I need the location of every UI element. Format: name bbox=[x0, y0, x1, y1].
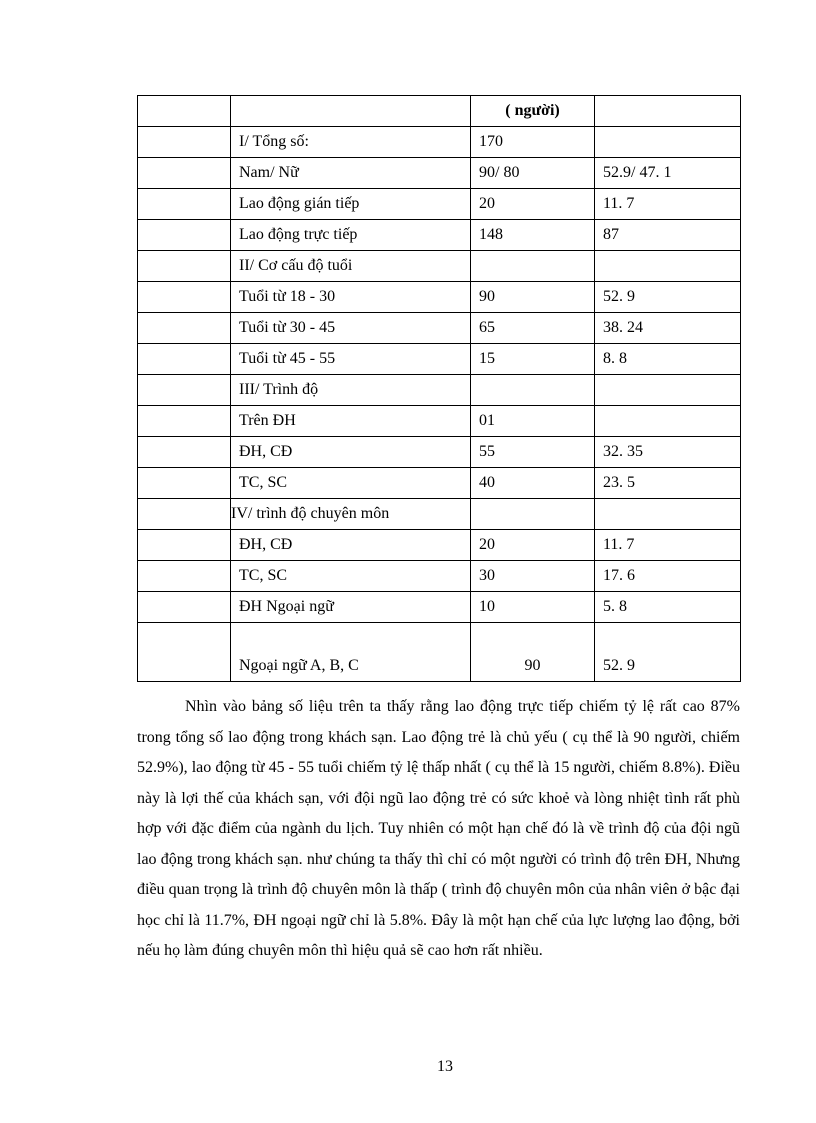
blank-cell bbox=[138, 313, 231, 344]
row-label: IV/ trình độ chuyên môn bbox=[231, 499, 471, 530]
row-count: 20 bbox=[471, 530, 595, 561]
table-row bbox=[138, 623, 741, 682]
row-label: ĐH Ngoại ngữ bbox=[231, 592, 471, 623]
table-row bbox=[138, 313, 741, 344]
table-row bbox=[138, 251, 741, 282]
blank-cell bbox=[138, 344, 231, 375]
row-count bbox=[471, 499, 595, 530]
row-percent bbox=[595, 251, 741, 282]
row-label: II/ Cơ cấu độ tuổi bbox=[231, 251, 471, 282]
blank-cell bbox=[138, 220, 231, 251]
row-label: ĐH, CĐ bbox=[231, 530, 471, 561]
row-label: III/ Trình độ bbox=[231, 375, 471, 406]
blank-cell bbox=[138, 499, 231, 530]
table-row bbox=[138, 282, 741, 313]
table-row bbox=[138, 127, 741, 158]
row-percent bbox=[595, 499, 741, 530]
row-count: 90/ 80 bbox=[471, 158, 595, 189]
table-row bbox=[138, 375, 741, 406]
row-percent bbox=[595, 375, 741, 406]
row-label: I/ Tổng số: bbox=[231, 127, 471, 158]
row-percent: 5. 8 bbox=[595, 592, 741, 623]
row-count: 40 bbox=[471, 468, 595, 499]
row-count: 148 bbox=[471, 220, 595, 251]
row-percent bbox=[595, 406, 741, 437]
blank-cell bbox=[138, 158, 231, 189]
row-percent bbox=[595, 127, 741, 158]
blank-cell bbox=[138, 623, 231, 682]
table-row bbox=[138, 530, 741, 561]
row-percent: 8. 8 bbox=[595, 344, 741, 375]
blank-cell bbox=[138, 375, 231, 406]
table-row bbox=[138, 592, 741, 623]
row-count: 170 bbox=[471, 127, 595, 158]
row-count: 10 bbox=[471, 592, 595, 623]
labor-statistics-table bbox=[137, 95, 741, 682]
row-count: 65 bbox=[471, 313, 595, 344]
row-count bbox=[471, 251, 595, 282]
row-label: Nam/ Nữ bbox=[231, 158, 471, 189]
row-count: 01 bbox=[471, 406, 595, 437]
row-label: Ngoại ngữ A, B, C bbox=[231, 623, 471, 682]
header-cell-unit: ( người) bbox=[471, 96, 595, 127]
table-body bbox=[138, 96, 741, 682]
row-percent: 38. 24 bbox=[595, 313, 741, 344]
row-percent: 87 bbox=[595, 220, 741, 251]
blank-cell bbox=[138, 282, 231, 313]
blank-cell bbox=[138, 530, 231, 561]
blank-cell bbox=[138, 406, 231, 437]
row-count: 90 bbox=[471, 282, 595, 313]
row-percent: 17. 6 bbox=[595, 561, 741, 592]
row-count: 20 bbox=[471, 189, 595, 220]
row-label: Tuổi từ 18 - 30 bbox=[231, 282, 471, 313]
table-row bbox=[138, 158, 741, 189]
row-percent: 52. 9 bbox=[595, 623, 741, 682]
table-row bbox=[138, 468, 741, 499]
header-cell-4 bbox=[595, 96, 741, 127]
row-label: Lao động gián tiếp bbox=[231, 189, 471, 220]
row-percent: 52. 9 bbox=[595, 282, 741, 313]
blank-cell bbox=[138, 592, 231, 623]
row-count: 55 bbox=[471, 437, 595, 468]
row-count: 30 bbox=[471, 561, 595, 592]
row-percent: 32. 35 bbox=[595, 437, 741, 468]
row-percent: 23. 5 bbox=[595, 468, 741, 499]
table-row bbox=[138, 189, 741, 220]
row-percent: 11. 7 bbox=[595, 530, 741, 561]
table-row bbox=[138, 437, 741, 468]
table-row bbox=[138, 220, 741, 251]
row-label: Tuổi từ 30 - 45 bbox=[231, 313, 471, 344]
page-number: 13 bbox=[437, 1058, 453, 1075]
row-label: TC, SC bbox=[231, 468, 471, 499]
blank-cell bbox=[138, 251, 231, 282]
blank-cell bbox=[138, 127, 231, 158]
table-row bbox=[138, 561, 741, 592]
row-label: ĐH, CĐ bbox=[231, 437, 471, 468]
row-label: Trên ĐH bbox=[231, 406, 471, 437]
blank-cell bbox=[138, 561, 231, 592]
header-cell-2 bbox=[231, 96, 471, 127]
row-count bbox=[471, 375, 595, 406]
table-header-row bbox=[138, 96, 741, 127]
row-percent: 52.9/ 47. 1 bbox=[595, 158, 741, 189]
table-row bbox=[138, 406, 741, 437]
blank-cell bbox=[138, 468, 231, 499]
analysis-paragraph: Nhìn vào bảng số liệu trên ta thấy rằng lao động trực tiếp chiếm tỷ lệ rất cao 87% trong tổng số lao động trong khách sạn. Lao động trẻ là chủ yếu ( cụ thể là 90 người, chiếm 52.9%), lao động từ 45 - 55 tuổi chiếm tỷ lệ thấp nhất ( cụ thể là 15 người, chiếm 8.8%). Điều này là lợi thế của khách sạn, với đội ngũ lao động trẻ có sức khoẻ và lòng nhiệt tình rất phù hợp với đặc điểm của ngành du lịch. Tuy nhiên có một hạn chế đó là về trình độ của đội ngũ lao động trong khách sạn. như chúng ta thấy thì chỉ có một người có trình độ trên ĐH, Nhưng điều quan trọng là trình độ chuyên môn là thấp ( trình độ chuyên môn của nhân viên ở bậc đại học chỉ là 11.7%, ĐH ngoại ngữ chỉ là 5.8%. Đây là một hạn chế của lực lượng lao động, bởi nếu họ làm đúng chuyên môn thì hiệu quả sẽ cao hơn rất nhiều. bbox=[137, 698, 740, 959]
blank-cell bbox=[138, 437, 231, 468]
row-percent: 11. 7 bbox=[595, 189, 741, 220]
row-label: Tuổi từ 45 - 55 bbox=[231, 344, 471, 375]
table-row bbox=[138, 344, 741, 375]
row-label: TC, SC bbox=[231, 561, 471, 592]
row-label: Lao động trực tiếp bbox=[231, 220, 471, 251]
header-cell-1 bbox=[138, 96, 231, 127]
row-count: 15 bbox=[471, 344, 595, 375]
row-count: 90 bbox=[471, 623, 595, 682]
table-row bbox=[138, 499, 741, 530]
blank-cell bbox=[138, 189, 231, 220]
